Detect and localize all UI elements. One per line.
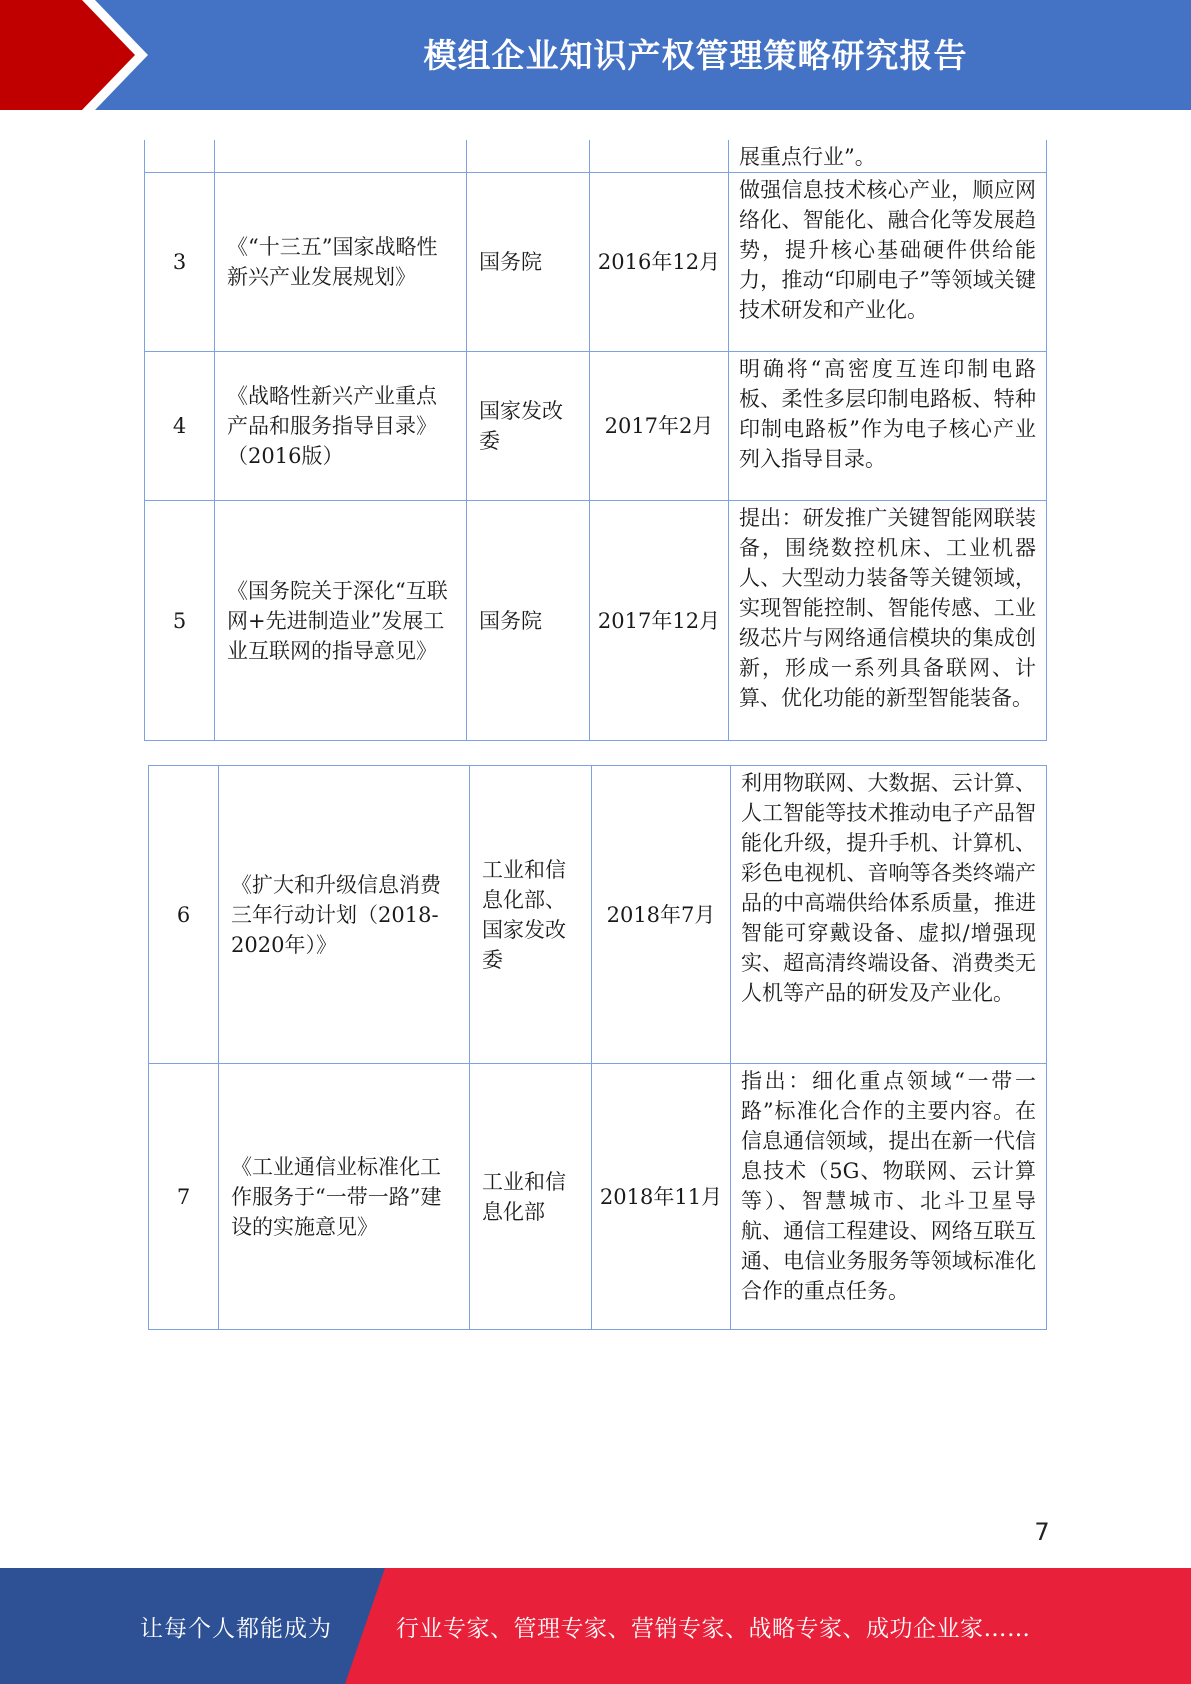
cell-dept: 工业和信息化部 — [470, 1064, 592, 1330]
policy-table-part-1 — [144, 140, 1047, 741]
cell-no: 4 — [145, 352, 215, 501]
report-title: 模组企业知识产权管理策略研究报告 — [423, 35, 968, 75]
cell-dept: 国家发改委 — [467, 352, 590, 501]
cell-date: 2018年11月 — [592, 1064, 731, 1330]
table-row-continued — [145, 140, 1047, 173]
cell-dept: 工业和信息化部、国家发改委 — [470, 766, 592, 1064]
cell-dept: 国务院 — [467, 173, 590, 352]
header-chevron-decoration — [0, 0, 160, 110]
table-row — [145, 173, 1047, 352]
cell-no: 7 — [149, 1064, 219, 1330]
table-row — [145, 352, 1047, 501]
table-row — [149, 1064, 1047, 1330]
cell-desc: 展重点行业”。 — [729, 140, 1047, 173]
cell-no: 6 — [149, 766, 219, 1064]
cell-name: 《“十三五”国家战略性新兴产业发展规划》 — [215, 173, 467, 352]
cell-name: 《国务院关于深化“互联网+先进制造业”发展工业互联网的指导意见》 — [215, 501, 467, 741]
footer-slogan-left: 让每个人都能成为 — [140, 1615, 332, 1642]
cell-name: 《工业通信业标准化工作服务于“一带一路”建设的实施意见》 — [219, 1064, 470, 1330]
cell-date: 2018年7月 — [592, 766, 731, 1064]
cell-date: 2017年2月 — [590, 352, 729, 501]
page-number: 7 — [1034, 1518, 1050, 1546]
cell-no: 3 — [145, 173, 215, 352]
cell-name: 《战略性新兴产业重点产品和服务指导目录》（2016版） — [215, 352, 467, 501]
cell-desc: 做强信息技术核心产业，顺应网络化、智能化、融合化等发展趋势，提升核心基础硬件供给能力，推动“印刷电子”等领域关键技术研发和产业化。 — [729, 173, 1047, 352]
cell-desc: 明确将“高密度互连印制电路板、柔性多层印制电路板、特种印制电路板”作为电子核心产业列入指导目录。 — [729, 352, 1047, 501]
cell-no: 5 — [145, 501, 215, 741]
cell-dept: 国务院 — [467, 501, 590, 741]
policy-table-part-2 — [148, 765, 1047, 1330]
cell-name: 《扩大和升级信息消费三年行动计划（2018-2020年）》 — [219, 766, 470, 1064]
cell-desc: 提出：研发推广关键智能网联装备，围绕数控机床、工业机器人、大型动力装备等关键领域，实现智能控制、智能传感、工业级芯片与网络通信模块的集成创新，形成一系列具备联网、计算、优化功能的新型智能装备。 — [729, 501, 1047, 741]
cell-desc: 利用物联网、大数据、云计算、人工智能等技术推动电子产品智能化升级，提升手机、计算机、彩色电视机、音响等各类终端产品的中高端供给体系质量，推进智能可穿戴设备、虚拟/增强现实、超高清终端设备、消费类无人机等产品的研发及产业化。 — [731, 766, 1047, 1064]
cell-desc: 指出：细化重点领域“一带一路”标准化合作的主要内容。在信息通信领域，提出在新一代信息技术（5G、物联网、云计算等）、智慧城市、北斗卫星导航、通信工程建设、网络互联互通、电信业务服务等领域标准化合作的重点任务。 — [731, 1064, 1047, 1330]
cell-date: 2017年12月 — [590, 501, 729, 741]
header-bar — [0, 0, 1191, 110]
footer-slogan-right: 行业专家、管理专家、营销专家、战略专家、成功企业家…… — [396, 1615, 1031, 1642]
table-row — [145, 501, 1047, 741]
footer-bar — [0, 1568, 1191, 1684]
cell-date: 2016年12月 — [590, 173, 729, 352]
table-row — [149, 766, 1047, 1064]
